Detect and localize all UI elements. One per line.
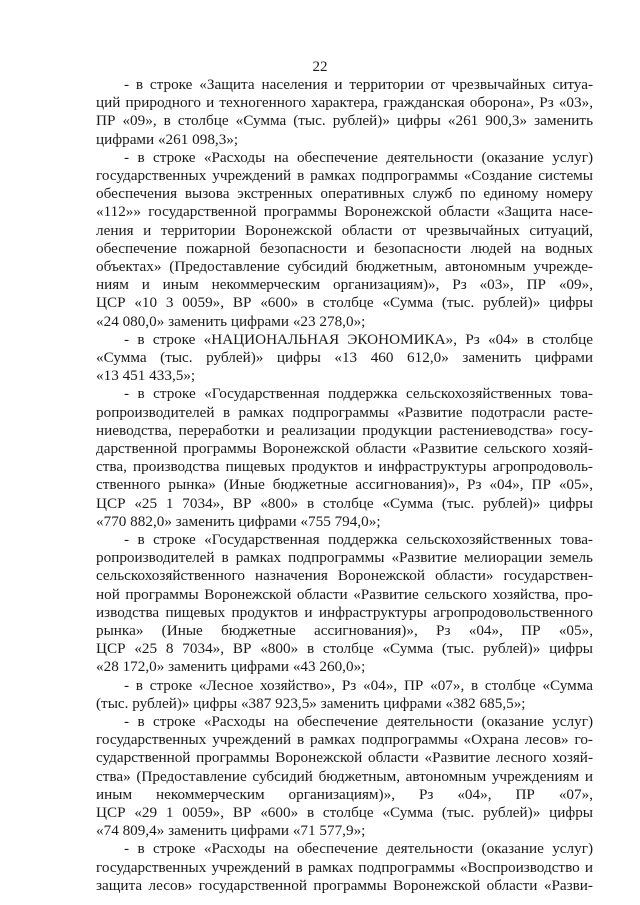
text-line: - в строке «Защита населения и территории от чрезвычайных ситуа- xyxy=(124,76,593,93)
text-line: ропроизводителей в рамках подпрограммы «Развитие мелиорации земель xyxy=(96,549,593,567)
text-line: ропроизводителей в рамках подпрограммы «Развитие подотрасли расте- xyxy=(96,403,593,421)
text-line: ниям и иным некоммерческим организациям)», Рз «03», ПР «09», xyxy=(96,276,593,294)
text-line: ственного рынка» (Иные бюджетные ассигнования)», Рз «04», ПР «05», xyxy=(96,476,593,494)
text-line: цифрами «261 098,3»; xyxy=(96,130,239,148)
text-line: государственных учреждений в рамках подпрограммы «Создание системы xyxy=(96,167,593,184)
text-line: - в строке «Государственная поддержка сельскохозяйственных това- xyxy=(124,385,593,403)
text-line: ЦСР «29 1 0059», ВР «600» в столбце «Сумма (тыс. рублей)» цифры xyxy=(96,804,593,821)
text-line: «770 882,0» заменить цифрами «755 794,0»; xyxy=(96,512,381,530)
text-line: «13 451 433,5»; xyxy=(96,367,196,385)
text-line: государственных учреждений в рамках подпрограммы «Воспроизводство и xyxy=(96,858,593,876)
text-line: объектах» (Предоставление субсидий бюджетным, автономным учрежде- xyxy=(96,258,593,275)
text-line: - в строке «Расходы на обеспечение деятельности (оказание услуг) xyxy=(124,148,593,166)
text-line: государственных учреждений в рамках подпрограммы «Охрана лесов» го- xyxy=(96,731,593,749)
text-line: «74 809,4» заменить цифрами «71 577,9»; xyxy=(96,822,366,840)
text-line: «112»» государственной программы Воронежской области «Защита насе- xyxy=(96,203,593,221)
text-line: ЦСР «25 1 7034», ВР «800» в столбце «Сумма (тыс. рублей)» цифры xyxy=(96,494,593,512)
text-line: - в строке «НАЦИОНАЛЬНАЯ ЭКОНОМИКА», Рз «04» в столбце xyxy=(124,330,593,348)
text-line: ления и территории Воронежской области от чрезвычайных ситуаций, xyxy=(96,221,593,239)
text-line: иным некоммерческим организациям)», Рз «04», ПР «07», xyxy=(96,785,593,803)
text-line: - в строке «Расходы на обеспечение деятельности (оказание услуг) xyxy=(124,713,593,730)
text-line: ства» (Предоставление субсидий бюджетным, автономным учреждениям и xyxy=(96,767,593,785)
text-line: ниеводства, переработки и реализации продукции растениеводства» госу- xyxy=(96,421,593,439)
text-line: ной программы Воронежской области «Развитие сельского хозяйства, про- xyxy=(96,585,593,603)
text-line: ций природного и техногенного характера, гражданская оборона», Рз «03», xyxy=(96,94,593,112)
text-line: «Сумма (тыс. рублей)» цифры «13 460 612,0» заменить цифрами xyxy=(96,349,593,366)
text-line: сударственной программы Воронежской области «Развитие лесного хозяй- xyxy=(96,749,593,767)
text-line: обеспечение пожарной безопасности и безопасности людей на водных xyxy=(96,239,593,257)
text-line: - в строке «Государственная поддержка сельскохозяйственных това- xyxy=(124,531,593,548)
text-line: ЦСР «25 8 7034», ВР «800» в столбце «Сумма (тыс. рублей)» цифры xyxy=(96,640,593,658)
text-line: ПР «09», в столбце «Сумма (тыс. рублей)» цифры «261 900,3» заменить xyxy=(96,112,593,130)
text-line: сельскохозяйственного назначения Воронежской области» государствен- xyxy=(96,567,593,585)
text-line: «24 080,0» заменить цифрами «23 278,0»; xyxy=(96,312,366,330)
text-line: обеспечения вызова экстренных оперативных служб по единому номеру xyxy=(96,185,593,203)
text-line: изводства пищевых продуктов и инфраструктуры агропродовольственного xyxy=(96,603,593,621)
text-line: «28 172,0» заменить цифрами «43 260,0»; xyxy=(96,658,366,676)
text-line: ЦСР «10 3 0059», ВР «600» в столбце «Сумма (тыс. рублей)» цифры xyxy=(96,294,593,312)
text-line: рынка» (Иные бюджетные ассигнования)», Рз «04», ПР «05», xyxy=(96,622,593,639)
text-line: - в строке «Лесное хозяйство», Рз «04», ПР «07», в столбце «Сумма xyxy=(124,676,593,694)
text-line: дарственной программы Воронежской области «Развитие сельского хозяй- xyxy=(96,440,593,457)
text-line: - в строке «Расходы на обеспечение деятельности (оказание услуг) xyxy=(124,840,593,858)
page-number: 22 xyxy=(312,59,328,75)
text-line: ства, производства пищевых продуктов и инфраструктуры агропродоволь- xyxy=(96,458,593,476)
text-line: защита лесов» государственной программы Воронежской области «Разви- xyxy=(96,876,593,894)
text-line: (тыс. рублей)» цифры «387 923,5» заменить цифрами «382 685,5»; xyxy=(96,694,526,712)
